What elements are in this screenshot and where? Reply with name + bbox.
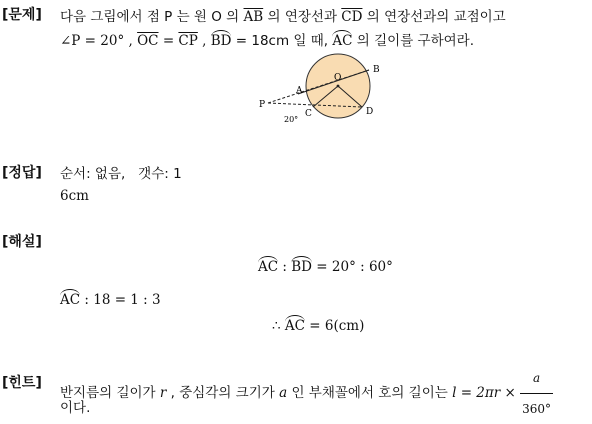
arc-ac: AC (258, 259, 279, 275)
problem-text: 다음 그림에서 점 P 는 원 O 의 (60, 9, 240, 25)
arc-bd: BD (210, 33, 232, 49)
arc-ac: AC (332, 33, 353, 49)
segment-ab: $\overline{AB}$ (243, 9, 264, 25)
separator: , (202, 33, 207, 49)
result-rhs: = 6(cm) (309, 318, 365, 334)
hint-line-1 (60, 363, 553, 424)
arc-ac: AC (60, 292, 81, 308)
answer-order: 순서: 없음, (60, 166, 126, 182)
answer-value: 6cm (60, 188, 89, 204)
problem-text: 의 길이를 구하여라. (356, 33, 474, 49)
answer-heading: [정답] (2, 165, 42, 181)
problem-text: 의 연장선과 (267, 9, 337, 25)
equals-sign: = (162, 33, 175, 49)
arc-bd: BD (291, 259, 312, 275)
ratio-line-1 (258, 259, 393, 275)
problem-heading: [문제] (2, 7, 42, 23)
ratio-rhs: : 18 = 1 : 3 (84, 292, 161, 308)
fraction (520, 363, 553, 424)
arc-ac: AC (284, 318, 305, 334)
symbol-a: a (279, 385, 288, 401)
result-line (272, 318, 364, 334)
label-a: A (296, 86, 303, 96)
label-c: C (305, 109, 312, 119)
length-text: = 18cm 일 때, (235, 33, 329, 49)
fraction-denominator: 360° (522, 402, 552, 416)
hint-line-2: 이다. (60, 400, 91, 416)
hint-heading: [힌트] (2, 375, 42, 391)
label-b: B (373, 65, 380, 75)
answer-meta (60, 162, 182, 182)
hint-text: , 중심각의 크기가 (170, 385, 275, 401)
label-p: P (259, 100, 266, 110)
ratio-rhs: = 20° : 60° (316, 259, 393, 275)
colon: : (282, 259, 287, 275)
answer-count: 갯수: 1 (138, 166, 182, 182)
symbol-r: r (159, 385, 167, 401)
label-o: O (334, 73, 342, 83)
hint-text: 반지름의 길이가 (60, 385, 156, 401)
explanation-heading: [해설] (2, 234, 42, 250)
ratio-line-2 (60, 292, 161, 308)
formula-lhs: l = 2πr × (452, 385, 516, 401)
segment-oc: $\overline{OC}$ (137, 33, 159, 49)
label-d: D (366, 107, 374, 117)
problem-text: 의 연장선과의 교점이고 (366, 9, 506, 25)
problem-line-1 (60, 5, 506, 25)
therefore-symbol: ∴ (272, 318, 281, 334)
label-angle: 20° (284, 115, 299, 124)
segment-cp: $\overline{CP}$ (178, 33, 198, 49)
circle-figure (258, 52, 388, 126)
center-point (337, 85, 340, 88)
segment-cd: $\overline{CD}$ (341, 9, 363, 25)
fraction-numerator: a (520, 363, 553, 394)
separator: , (128, 33, 133, 49)
hint-text: 인 부채꼴에서 호의 길이는 (291, 385, 448, 401)
angle-p: ∠P = 20° (60, 33, 125, 49)
problem-line-2 (60, 29, 474, 49)
